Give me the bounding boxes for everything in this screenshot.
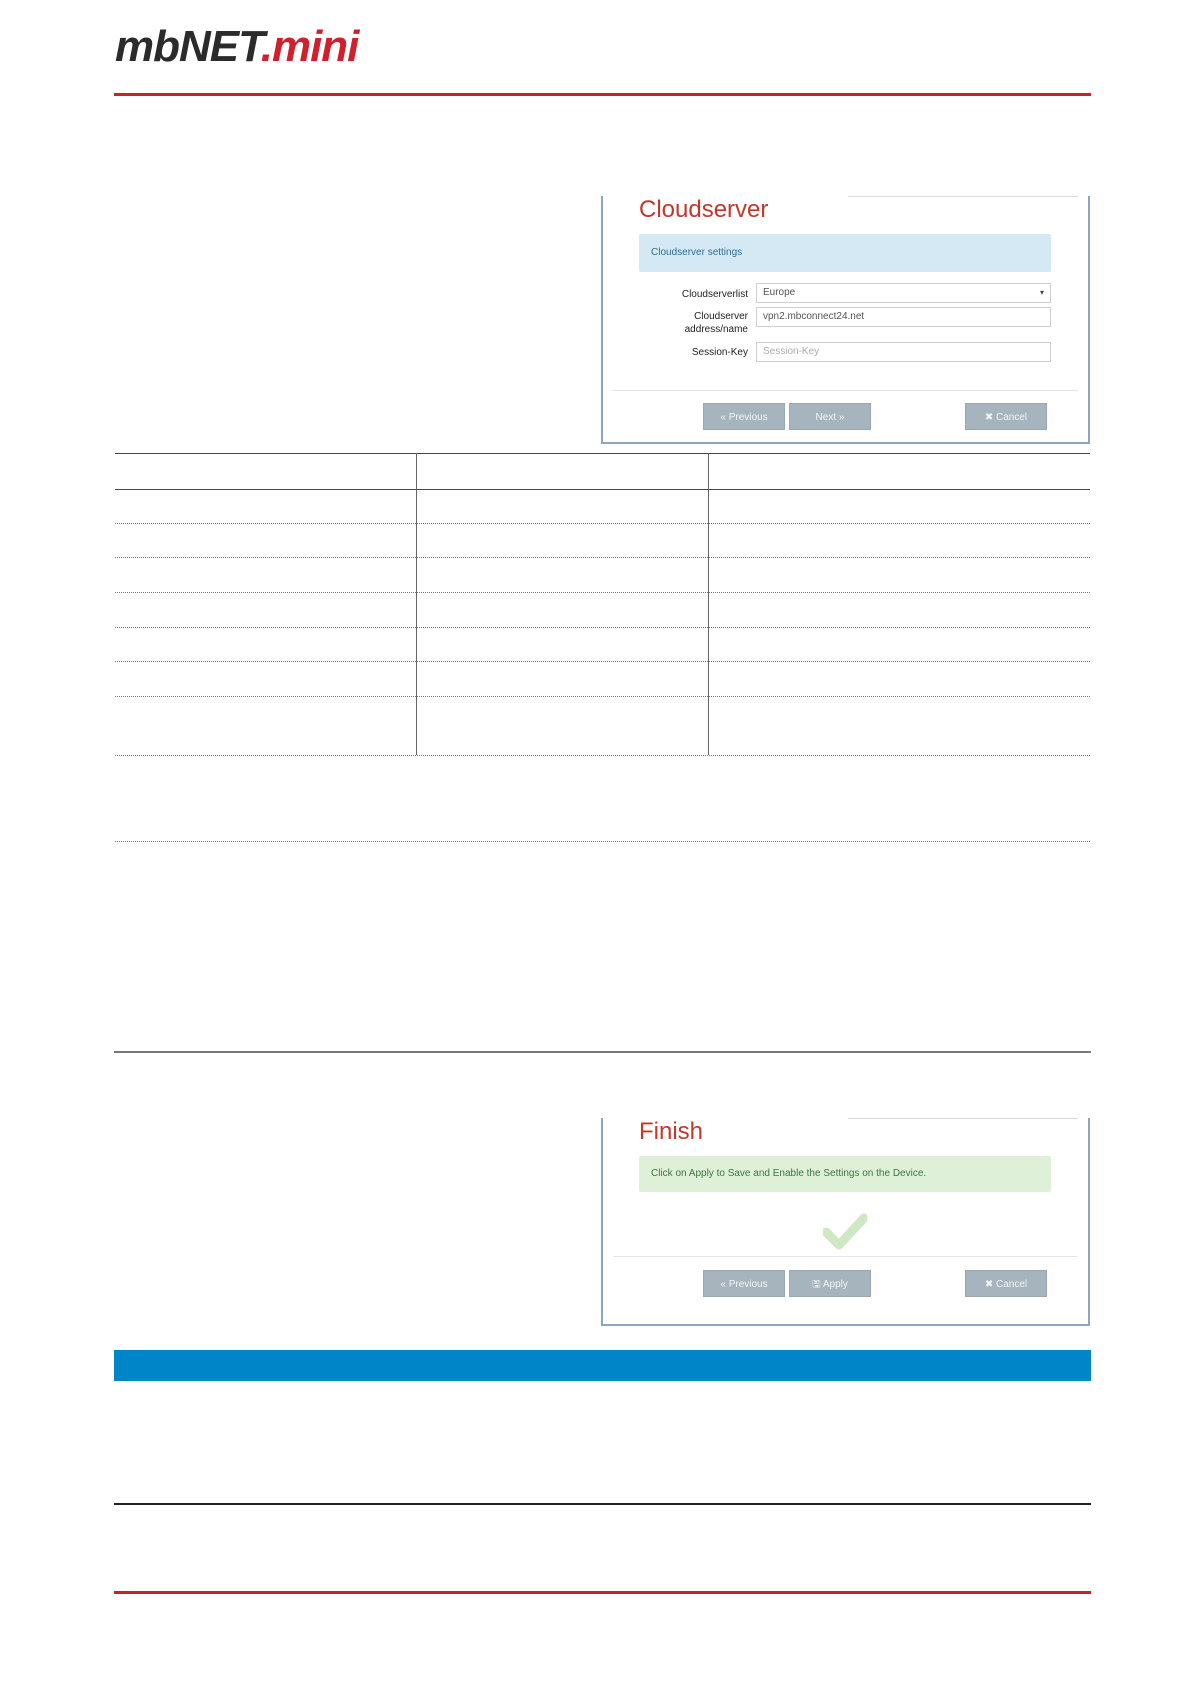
footer-rule xyxy=(114,1591,1091,1594)
address-label-line2: address/name xyxy=(684,324,748,335)
table-row xyxy=(115,523,1090,524)
table-row xyxy=(115,557,1090,558)
panel-top-border xyxy=(848,196,1078,197)
finish-title: Finish xyxy=(639,1118,704,1145)
session-key-input[interactable]: Session-Key xyxy=(756,342,1051,362)
previous-button[interactable]: « Previous xyxy=(703,1270,785,1297)
cloudserverlist-select[interactable] xyxy=(756,283,1051,303)
brand-logo xyxy=(115,22,358,72)
checkmark-icon xyxy=(823,1212,867,1252)
section-divider xyxy=(114,1051,1091,1053)
panel-footer-divider xyxy=(613,1256,1078,1257)
apply-button[interactable]: 🖫 Apply xyxy=(789,1270,871,1297)
cloudserver-settings-info: Cloudserver settings xyxy=(639,234,1051,272)
next-button[interactable]: Next » xyxy=(789,403,871,430)
session-key-label: Session-Key xyxy=(691,347,748,358)
finish-info: Click on Apply to Save and Enable the Settings on the Device. xyxy=(639,1156,1051,1192)
previous-button[interactable]: « Previous xyxy=(703,403,785,430)
cloudserver-panel xyxy=(601,196,1090,444)
cloudserverlist-label: Cloudserverlist xyxy=(681,289,748,300)
table-header-rule xyxy=(115,489,1090,490)
cloudserverlist-value: Europe xyxy=(763,287,796,298)
logo-brand-text: mbNET xyxy=(115,22,261,71)
finish-panel xyxy=(601,1118,1090,1326)
panel-top-border xyxy=(848,1118,1078,1119)
cloudserver-title: Cloudserver xyxy=(639,196,769,223)
table-column-divider xyxy=(416,453,417,755)
section-end-rule xyxy=(114,1503,1091,1505)
cloudserver-address-label xyxy=(685,310,748,336)
cancel-button[interactable]: ✖ Cancel xyxy=(965,403,1047,430)
table-row xyxy=(115,696,1090,697)
section-header-bar xyxy=(114,1350,1091,1381)
cancel-button[interactable]: ✖ Cancel xyxy=(965,1270,1047,1297)
cloudserver-address-input[interactable]: vpn2.mbconnect24.net xyxy=(756,307,1051,327)
panel-footer-divider xyxy=(613,390,1078,391)
table-column-divider xyxy=(708,453,709,755)
table-row xyxy=(115,627,1090,628)
caret-down-icon: ▾ xyxy=(1039,288,1044,297)
logo-accent-text: .mini xyxy=(260,22,359,71)
address-label-line1: Cloudserver xyxy=(694,311,748,322)
header-rule xyxy=(114,93,1091,96)
table-row xyxy=(115,592,1090,593)
table-row xyxy=(115,755,1090,756)
table-note-rule xyxy=(115,841,1090,842)
table-row xyxy=(115,661,1090,662)
table-top-rule xyxy=(115,453,1090,454)
